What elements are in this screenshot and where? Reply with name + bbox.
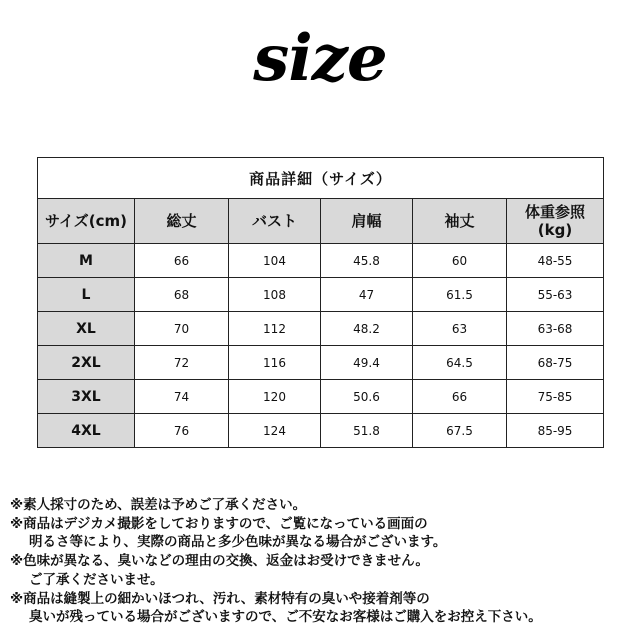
- table-row: [38, 244, 604, 278]
- table-cell: 49.4: [321, 346, 413, 380]
- note-line: ※商品はデジカメ撮影をしておりますので、ご覧になっている画面の: [10, 515, 428, 532]
- table-cell: 63-68: [507, 312, 604, 346]
- table-cell: 72: [135, 346, 229, 380]
- table-row: [38, 380, 604, 414]
- note-line: 臭いが残っている場合がございますので、ご不安なお客様はご購入をお控え下さい。: [29, 609, 542, 626]
- column-header: 肩幅: [321, 199, 413, 244]
- table-cell: 70: [135, 312, 229, 346]
- size-label-cell: L: [38, 278, 135, 312]
- table-cell: 116: [229, 346, 321, 380]
- column-header: 体重参照 (kg): [507, 199, 604, 244]
- table-cell: 104: [229, 244, 321, 278]
- table-cell: 124: [229, 414, 321, 448]
- table-cell: 66: [135, 244, 229, 278]
- table-cell: 68: [135, 278, 229, 312]
- table-cell: 66: [413, 380, 507, 414]
- table-cell: 55-63: [507, 278, 604, 312]
- table-cell: 60: [413, 244, 507, 278]
- table-cell: 61.5: [413, 278, 507, 312]
- table-cell: 120: [229, 380, 321, 414]
- table-cell: 85-95: [507, 414, 604, 448]
- size-label-cell: 4XL: [38, 414, 135, 448]
- note-line: ※素人採寸のため、誤差は予めご了承ください。: [10, 497, 307, 513]
- table-row: [38, 414, 604, 448]
- table-cell: 74: [135, 380, 229, 414]
- size-label-cell: M: [38, 244, 135, 278]
- column-header: 総丈: [135, 199, 229, 244]
- note-line: ※商品は縫製上の細かいほつれ、汚れ、素材特有の臭いや接着剤等の: [10, 590, 430, 607]
- table-cell: 45.8: [321, 244, 413, 278]
- column-header: サイズ(cm): [38, 199, 135, 244]
- size-label-cell: 3XL: [38, 380, 135, 414]
- table-cell: 51.8: [321, 414, 413, 448]
- table-cell: 76: [135, 414, 229, 448]
- table-header-row: [38, 199, 604, 244]
- table-cell: 68-75: [507, 346, 604, 380]
- size-label-cell: XL: [38, 312, 135, 346]
- table-cell: 64.5: [413, 346, 507, 380]
- column-header: 袖丈: [413, 199, 507, 244]
- size-table: [37, 157, 604, 448]
- table-row: [38, 346, 604, 380]
- table-cell: 108: [229, 278, 321, 312]
- table-cell: 75-85: [507, 380, 604, 414]
- notes-block: [10, 496, 635, 627]
- note-line: ※色味が異なる、臭いなどの理由の交換、返金はお受けできません。: [10, 553, 429, 570]
- table-row: [38, 278, 604, 312]
- table-body: [38, 244, 604, 448]
- table-row: [38, 312, 604, 346]
- note-line: 明るさ等により、実際の商品と多少色味が異なる場合がございます。: [29, 534, 447, 551]
- table-cell: 48.2: [321, 312, 413, 346]
- table-cell: 48-55: [507, 244, 604, 278]
- table-cell: 112: [229, 312, 321, 346]
- page-heading: size: [253, 21, 387, 96]
- note-line: ご了承くださいませ。: [29, 571, 164, 588]
- column-header: バスト: [229, 199, 321, 244]
- size-label-cell: 2XL: [38, 346, 135, 380]
- table-cell: 63: [413, 312, 507, 346]
- table-cell: 67.5: [413, 414, 507, 448]
- table-caption: 商品詳細（サイズ）: [38, 158, 604, 199]
- table-cell: 47: [321, 278, 413, 312]
- table-cell: 50.6: [321, 380, 413, 414]
